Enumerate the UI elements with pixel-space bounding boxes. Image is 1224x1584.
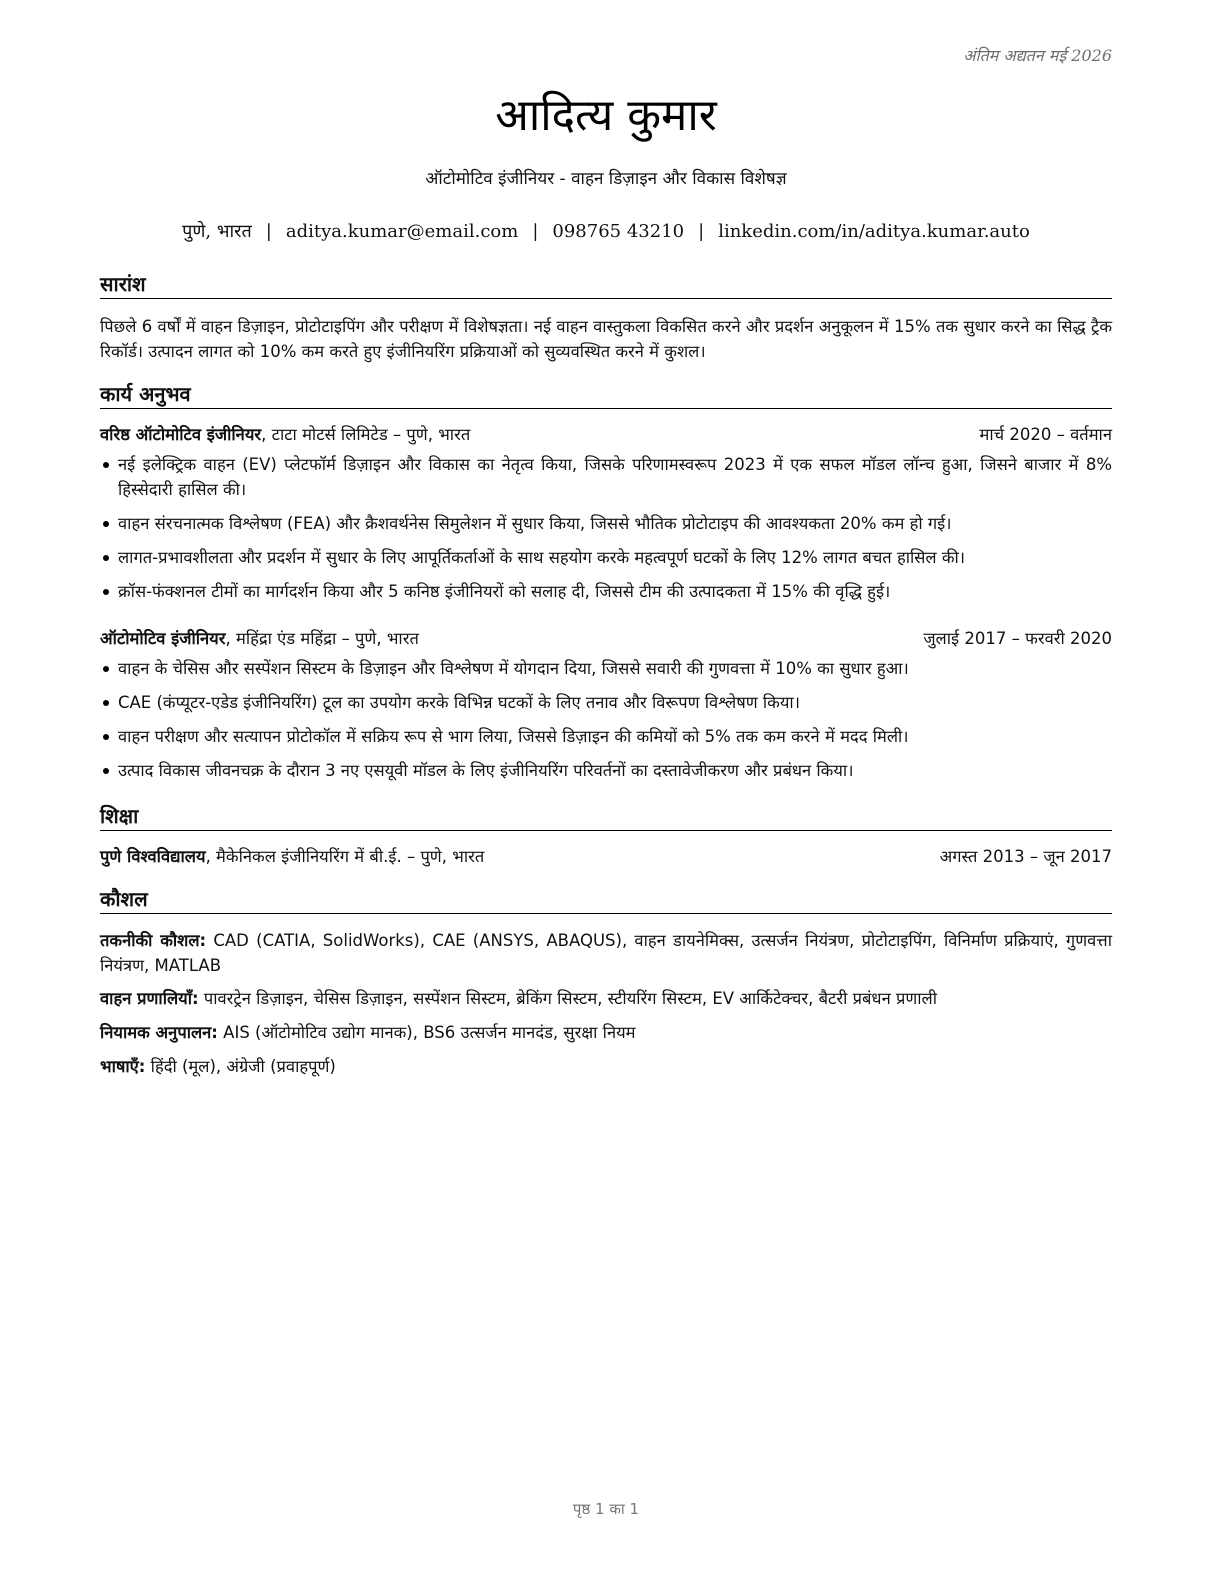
candidate-name: आदित्य कुमार	[495, 90, 717, 141]
list-item: लागत-प्रभावशीलता और प्रदर्शन में सुधार के लिए आपूर्तिकर्ताओं के साथ सहयोग करके महत्वपूर्ण घटकों के लिए 12% लागत बचत हासिल की।	[100, 545, 1112, 570]
last-updated: अंतिम अद्यतन मई 2026	[963, 46, 1112, 65]
list-item: उत्पाद विकास जीवनचक्र के दौरान 3 नए एसयूवी मॉडल के लिए इंजीनियरिंग परिवर्तनों का दस्तावेजीकरण और प्रबंधन किया।	[100, 758, 1112, 783]
skill-row-vehicle-systems	[100, 986, 1112, 1011]
skill-value: हिंदी (मूल), अंग्रेजी (प्रवाहपूर्ण)	[145, 1057, 336, 1076]
job-header	[100, 423, 1112, 447]
education-institution: पुणे विश्वविद्यालय	[100, 847, 206, 866]
resume-page	[100, 0, 1112, 1584]
skill-label: वाहन प्रणालियाँ:	[100, 989, 199, 1008]
job-header	[100, 627, 1112, 651]
list-item: वाहन के चेसिस और सस्पेंशन सिस्टम के डिज़ाइन और विश्लेषण में योगदान दिया, जिससे सवारी की गुणवत्ता में 10% का सुधार हुआ।	[100, 656, 1112, 681]
headline: ऑटोमोटिव इंजीनियर - वाहन डिज़ाइन और विकास विशेषज्ञ	[425, 169, 787, 189]
section-title-education: शिक्षा	[100, 802, 1112, 831]
contact-location: पुणे, भारत	[182, 221, 252, 242]
section-title-summary: सारांश	[100, 270, 1112, 299]
skill-row-technical	[100, 928, 1112, 978]
list-item: CAE (कंप्यूटर-एडेड इंजीनियरिंग) टूल का उपयोग करके विभिन्न घटकों के लिए तनाव और विरूपण विश्लेषण किया।	[100, 690, 1112, 715]
job-bullets	[100, 452, 1112, 613]
list-item: क्रॉस-फंक्शनल टीमों का मार्गदर्शन किया और 5 कनिष्ठ इंजीनियरों को सलाह दी, जिससे टीम की उत्पादकता में 15% की वृद्धि हुई।	[100, 579, 1112, 604]
summary-text: पिछले 6 वर्षों में वाहन डिज़ाइन, प्रोटोटाइपिंग और परीक्षण में विशेषज्ञता। नई वाहन वास्तुकला विकसित करने और प्रदर्शन अनुकूलन में 15% तक सुधार करने का सिद्ध ट्रैक रिकॉर्ड। उत्पादन लागत को 10% कम करते हुए इंजीनियरिंग प्रक्रियाओं को सुव्यवस्थित करने में कुशल।	[100, 317, 1112, 361]
list-item: नई इलेक्ट्रिक वाहन (EV) प्लेटफॉर्म डिज़ाइन और विकास का नेतृत्व किया, जिसके परिणामस्वरूप 2023 में एक सफल मॉडल लॉन्च हुआ, जिसने बाजार में 8% हिस्सेदारी हासिल की।	[100, 452, 1112, 502]
contact-email[interactable]: aditya.kumar@email.com	[285, 221, 519, 242]
section-title-experience: कार्य अनुभव	[100, 380, 1112, 409]
contact-separator: |	[532, 221, 539, 242]
contact-separator: |	[698, 221, 705, 242]
skill-label: तकनीकी कौशल:	[100, 931, 207, 950]
skill-label: नियामक अनुपालन:	[100, 1023, 218, 1042]
education-degree: , मैकेनिकल इंजीनियरिंग में बी.ई. – पुणे, भारत	[205, 847, 485, 866]
education-entry	[100, 845, 1112, 869]
contact-phone: 098765 43210	[552, 221, 685, 242]
education-dates: अगस्त 2013 – जून 2017	[939, 847, 1112, 866]
contact-linkedin[interactable]: linkedin.com/in/aditya.kumar.auto	[718, 221, 1030, 242]
section-title-skills: कौशल	[100, 885, 1112, 914]
job-role: ऑटोमोटिव इंजीनियर	[100, 629, 226, 648]
job-dates: मार्च 2020 – वर्तमान	[979, 425, 1112, 444]
skill-label: भाषाएँ:	[100, 1057, 146, 1076]
job-company: , महिंद्रा एंड महिंद्रा – पुणे, भारत	[225, 629, 419, 648]
skill-row-regulatory	[100, 1020, 1112, 1045]
job-dates: जुलाई 2017 – फरवरी 2020	[923, 629, 1112, 648]
skill-value: CAD (CATIA, SolidWorks), CAE (ANSYS, ABAQUS), वाहन डायनेमिक्स, उत्सर्जन नियंत्रण, प्रोटोटाइपिंग, विनिर्माण प्रक्रियाएं, गुणवत्ता नियंत्रण, MATLAB	[100, 931, 1112, 975]
contact-line	[100, 219, 1112, 245]
job-bullets	[100, 656, 1112, 792]
job-company: , टाटा मोटर्स लिमिटेड – पुणे, भारत	[261, 425, 471, 444]
skill-value: AIS (ऑटोमोटिव उद्योग मानक), BS6 उत्सर्जन मानदंड, सुरक्षा नियम	[217, 1023, 636, 1042]
list-item: वाहन संरचनात्मक विश्लेषण (FEA) और क्रैशवर्थनेस सिमुलेशन में सुधार किया, जिससे भौतिक प्रोटोटाइप की आवश्यकता 20% कम हो गई।	[100, 511, 1112, 536]
job-role: वरिष्ठ ऑटोमोटिव इंजीनियर	[100, 425, 262, 444]
list-item: वाहन परीक्षण और सत्यापन प्रोटोकॉल में सक्रिय रूप से भाग लिया, जिससे डिज़ाइन की कमियों को 5% तक कम करने में मदद मिली।	[100, 724, 1112, 749]
skill-row-languages	[100, 1054, 1112, 1079]
contact-separator: |	[265, 221, 272, 242]
skill-value: पावरट्रेन डिज़ाइन, चेसिस डिज़ाइन, सस्पेंशन सिस्टम, ब्रेकिंग सिस्टम, स्टीयरिंग सिस्टम, EV आर्किटेक्चर, बैटरी प्रबंधन प्रणाली	[198, 989, 938, 1008]
page-number: पृष्ठ 1 का 1	[572, 1500, 640, 1518]
